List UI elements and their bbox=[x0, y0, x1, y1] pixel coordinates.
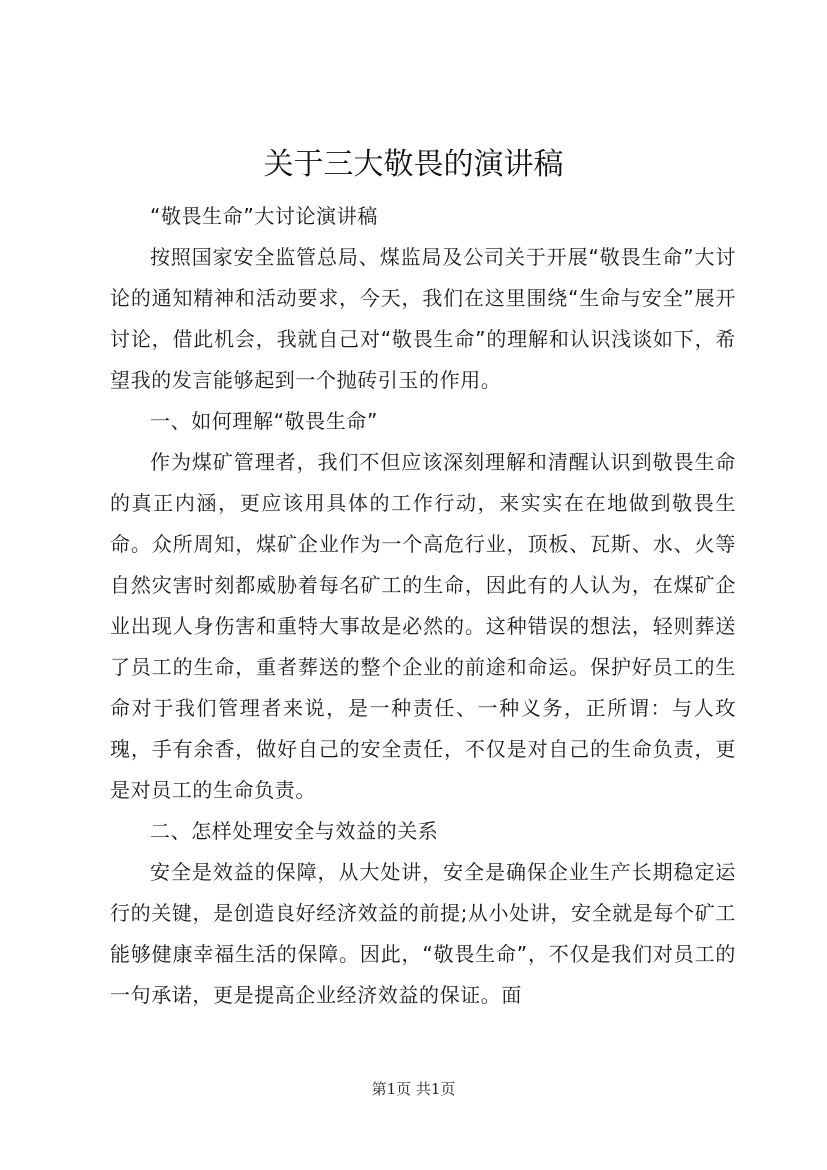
document-title: 关于三大敬畏的演讲稿 bbox=[263, 147, 564, 182]
intro-paragraph: 按照国家安全监管总局、煤监局及公司关于开展“敬畏生命”大讨论的通知精神和活动要求，今天，我们在这里围绕“生命与安全”展开讨论，借此机会，我就自己对“敬畏生命”的理解和认识浅谈如下，希望我的发言能够起到一个抛砖引玉的作用。 bbox=[110, 245, 736, 392]
section-heading-1: 一、如何理解“敬畏生命” bbox=[150, 409, 378, 433]
page-footer: 第1页 共1页 bbox=[371, 1080, 456, 1098]
section-heading-2: 二、怎样处理安全与效益的关系 bbox=[150, 819, 439, 843]
section-1-paragraph: 作为煤矿管理者，我们不但应该深刻理解和清醒认识到敬畏生命的真正内涵，更应该用具体的工作行动，来实实在在地做到敬畏生命。众所周知，煤矿企业作为一个高危行业，顶板、瓦斯、水、火等自然灾害时刻都威胁着每名矿工的生命，因此有的人认为，在煤矿企业出现人身伤害和重特大事故是必然的。这种错误的想法，轻则葬送了员工的生命，重者葬送的整个企业的前途和命运。保护好员工的生命对于我们管理者来说，是一种责任、一种义务，正所谓：与人玫瑰，手有余香，做好自己的安全责任，不仅是对自己的生命负责，更是对员工的生命负责。 bbox=[110, 450, 736, 802]
subtitle-paragraph: “敬畏生命”大讨论演讲稿 bbox=[150, 204, 378, 228]
section-2-paragraph: 安全是效益的保障，从大处讲，安全是确保企业生产长期稳定运行的关键，是创造良好经济效益的前提;从小处讲，安全就是每个矿工能够健康幸福生活的保障。因此，“敬畏生命”，不仅是我们对员工的一句承诺，更是提高企业经济效益的保证。面 bbox=[110, 860, 736, 1007]
document-body bbox=[110, 196, 736, 1016]
